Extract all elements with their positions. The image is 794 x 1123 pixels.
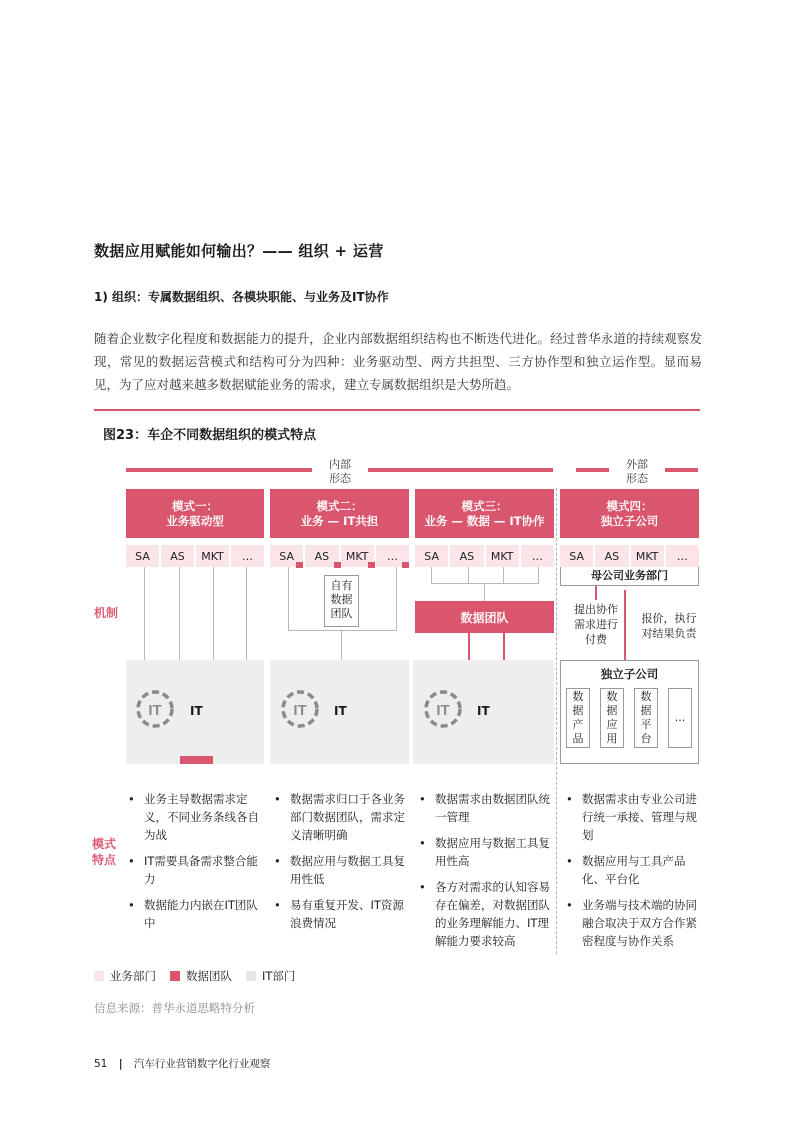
feature-item: • 业务端与技术端的协同融合取决于双方合作紧密程度与协作关系 <box>562 896 702 950</box>
it-label: IT <box>334 704 347 718</box>
connector <box>288 630 397 631</box>
mode-4-business-units <box>560 545 699 567</box>
mode-1-header <box>126 489 264 538</box>
propose-pay-note: 提出协作 需求进行 付费 <box>574 603 618 646</box>
chip-as: AS <box>161 545 194 567</box>
it-gear-icon <box>134 686 176 732</box>
data-team-marker <box>368 562 375 568</box>
sub-heading: 1) 组织：专属数据组织、各模块职能、与业务及IT协作 <box>94 290 389 304</box>
chip-more: … <box>521 545 554 567</box>
feature-item: • 数据能力内嵌在IT团队中 <box>124 896 260 932</box>
legend-swatch-data-team <box>170 971 180 981</box>
connector <box>144 567 145 660</box>
chip-sa: SA <box>415 545 448 567</box>
quote-deliver-note: 报价，执行 对结果负责 <box>641 612 697 640</box>
it-gear-icon <box>422 686 464 732</box>
mode-3-title: 模式三： <box>461 498 508 513</box>
sub-unit-more: … <box>668 688 692 748</box>
mode-2-subtitle: 业务 — IT共担 <box>300 513 379 528</box>
mode-2-features <box>270 790 406 940</box>
svg-text:IT: IT <box>148 702 162 719</box>
mechanism-label: 机制 <box>94 606 119 620</box>
mode-3-business-units <box>415 545 554 567</box>
internal-group-label: 内部 形态 <box>312 458 368 486</box>
data-team-marker <box>334 562 341 568</box>
chip-more: … <box>231 545 264 567</box>
feature-item: • 数据需求归口于各业务部门数据团队，需求定义清晰明确 <box>270 790 406 844</box>
chip-more: … <box>666 545 699 567</box>
data-team-box: 数据团队 <box>415 601 554 633</box>
page-footer <box>94 1056 270 1071</box>
feature-item: • 数据应用与数据工具复用性高 <box>415 834 551 870</box>
feature-item: • 数据需求由专业公司进行统一承接、管理与规划 <box>562 790 702 844</box>
chip-sa: SA <box>560 545 593 567</box>
data-team-marker <box>402 562 409 568</box>
internal-external-divider <box>556 488 557 954</box>
mode-1-business-units <box>126 545 264 567</box>
self-data-team-box: 自有 数据 团队 <box>324 575 359 627</box>
connector <box>431 567 432 583</box>
chip-as: AS <box>595 545 628 567</box>
it-label: IT <box>477 704 490 718</box>
figure-title: 图23：车企不同数据组织的模式特点 <box>103 428 317 443</box>
connector <box>213 567 214 660</box>
feature-item: • 数据需求由数据团队统一管理 <box>415 790 551 826</box>
chip-more: … <box>376 545 409 567</box>
mode-1-title: 模式一： <box>172 498 218 513</box>
connector <box>538 567 539 583</box>
connector <box>484 583 485 601</box>
chip-mkt: MKT <box>341 545 374 567</box>
connector <box>246 567 247 660</box>
connector <box>595 586 597 600</box>
mode-3-features <box>415 790 551 958</box>
legend-business: 业务部门 <box>110 969 156 983</box>
legend-swatch-it <box>246 971 256 981</box>
subsidiary-title: 独立子公司 <box>600 667 659 681</box>
feature-item: • 业务主导数据需求定义，不同业务条线各自为战 <box>124 790 260 844</box>
external-group-label: 外部 形态 <box>609 458 665 486</box>
mode-4-features <box>562 790 702 958</box>
connector <box>468 567 469 583</box>
mode-4-title: 模式四： <box>606 498 653 513</box>
connector <box>341 630 342 660</box>
features-label: 模式 特点 <box>92 837 117 867</box>
it-gear-icon <box>279 686 321 732</box>
it-label: IT <box>190 704 203 718</box>
mode-4-header <box>560 489 699 538</box>
mode-4-subtitle: 独立子公司 <box>600 513 659 528</box>
connector <box>431 583 539 584</box>
mode-1-features <box>124 790 260 940</box>
feature-item: • 易有重复开发、IT资源浪费情况 <box>270 896 406 932</box>
chip-sa: SA <box>126 545 159 567</box>
mode-3-subtitle: 业务 — 数据 — IT协作 <box>424 513 545 528</box>
sub-unit-data-application: 数 据 应 用 <box>600 688 624 748</box>
intro-paragraph: 随着企业数字化程度和数据能力的提升，企业内部数据组织结构也不断迭代进化。经过普华永道的持续观察发现，常见的数据运营模式和结构可分为四种：业务驱动型、两方共担型、三方协作型和独立运作型。显而易见，为了应对越来越多数据赋能业务的需求，建立专属数据组织是大势所趋。 <box>94 331 702 392</box>
connector <box>288 567 289 630</box>
footer-separator: | <box>118 1058 123 1070</box>
legend-swatch-business <box>94 971 104 981</box>
data-team-marker <box>296 562 303 568</box>
mode-1-subtitle: 业务驱动型 <box>166 513 224 528</box>
chip-mkt: MKT <box>631 545 664 567</box>
connector <box>468 633 470 660</box>
connector <box>179 567 180 660</box>
chip-as: AS <box>450 545 483 567</box>
report-title: 汽车行业营销数字化行业观察 <box>133 1058 271 1070</box>
feature-item: • IT需要具备需求整合能力 <box>124 852 260 888</box>
legend-data-team: 数据团队 <box>186 969 232 983</box>
feature-item: • 各方对需求的认知容易存在偏差，对数据团队的业务理解能力、IT理解能力要求较高 <box>415 878 551 950</box>
chip-as: AS <box>305 545 338 567</box>
chip-sa: SA <box>270 545 303 567</box>
connector <box>396 567 397 630</box>
embedded-data-marker <box>180 756 213 764</box>
chip-mkt: MKT <box>486 545 519 567</box>
svg-text:IT: IT <box>436 702 450 719</box>
legend <box>94 968 295 984</box>
feature-item: • 数据应用与数据工具复用性低 <box>270 852 406 888</box>
divider <box>94 409 700 411</box>
source-note: 信息来源：普华永道思略特分析 <box>94 1001 255 1015</box>
svg-text:IT: IT <box>293 702 307 719</box>
sub-unit-data-platform: 数 据 平 台 <box>634 688 658 748</box>
connector <box>503 567 504 583</box>
connector <box>503 633 505 660</box>
section-heading: 数据应用赋能如何输出？—— 组织 + 运营 <box>94 242 384 260</box>
parent-business-dept: 母公司业务部门 <box>560 567 699 586</box>
feature-item: • 数据应用与工具产品化、平台化 <box>562 852 702 888</box>
sub-unit-data-product: 数 据 产 品 <box>566 688 590 748</box>
mode-3-header <box>415 489 554 538</box>
page-number: 51 <box>94 1058 108 1070</box>
mode-2-header <box>270 489 409 538</box>
legend-it: IT部门 <box>262 969 296 983</box>
chip-mkt: MKT <box>196 545 229 567</box>
mode-2-title: 模式二： <box>316 498 363 513</box>
